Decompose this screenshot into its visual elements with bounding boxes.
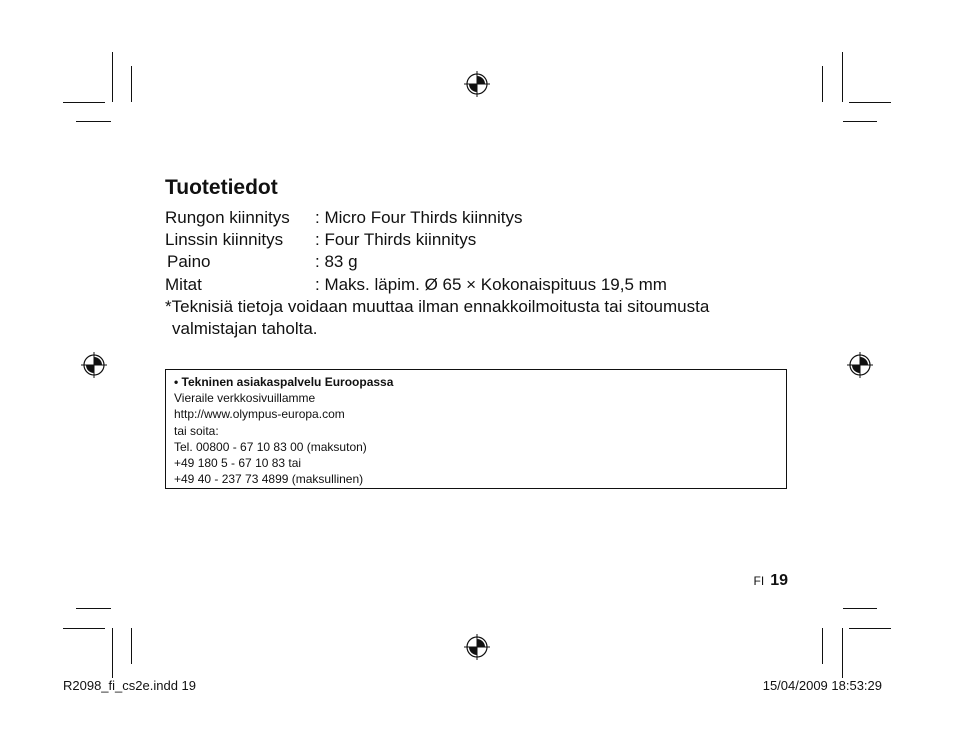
disclaimer-note <box>165 296 775 340</box>
crop-mark <box>131 628 132 664</box>
registration-mark-icon <box>81 352 107 378</box>
support-line: Tel. 00800 - 67 10 83 00 (maksuton) <box>174 439 367 454</box>
support-box <box>165 369 787 489</box>
support-heading: • Tekninen asiakaspalvelu Euroopassa <box>174 375 394 389</box>
page-number-value: 19 <box>770 572 788 589</box>
support-line: +49 40 - 237 73 4899 (maksullinen) <box>174 472 364 487</box>
crop-mark <box>63 102 105 103</box>
crop-mark <box>131 66 132 102</box>
spec-label: Paino <box>167 252 211 271</box>
spec-row <box>165 251 358 273</box>
crop-mark <box>112 628 113 678</box>
crop-mark <box>849 628 891 629</box>
support-line: tai soita: <box>174 423 219 438</box>
page-number <box>754 572 788 590</box>
spec-value: : Maks. läpim. Ø 65 × Kokonaispituus 19,5 mm <box>315 275 667 294</box>
spec-value: : Micro Four Thirds kiinnitys <box>315 208 523 227</box>
crop-mark <box>63 628 105 629</box>
support-link[interactable]: http://www.olympus-europa.com <box>174 407 345 422</box>
crop-mark <box>843 121 877 122</box>
support-line: +49 180 5 - 67 10 83 tai <box>174 456 302 471</box>
spec-row <box>165 274 667 296</box>
note-line: valmistajan taholta. <box>172 319 318 338</box>
crop-mark <box>843 608 877 609</box>
crop-mark <box>842 628 843 678</box>
crop-mark <box>849 102 891 103</box>
registration-mark-icon <box>464 634 490 660</box>
crop-mark <box>822 628 823 664</box>
support-line: Vieraile verkkosivuillamme <box>174 391 316 406</box>
crop-mark <box>76 121 111 122</box>
spec-value: : 83 g <box>315 252 358 271</box>
spec-label: Rungon kiinnitys <box>165 208 290 227</box>
note-line: *Teknisiä tietoja voidaan muuttaa ilman ennakkoilmoitusta tai sitoumusta <box>165 297 710 316</box>
language-code: FI <box>753 574 765 588</box>
crop-mark <box>842 52 843 102</box>
crop-mark <box>822 66 823 102</box>
slug-timestamp: 15/04/2009 18:53:29 <box>762 678 882 693</box>
registration-mark-icon <box>464 71 490 97</box>
spec-label: Mitat <box>165 275 202 294</box>
slug-filename: R2098_fi_cs2e.indd 19 <box>63 678 196 693</box>
spec-label: Linssin kiinnitys <box>165 230 284 249</box>
registration-mark-icon <box>847 352 873 378</box>
spec-row <box>165 207 523 229</box>
spec-row <box>165 229 476 251</box>
crop-mark <box>76 608 111 609</box>
crop-mark <box>112 52 113 102</box>
page-title: Tuotetiedot <box>165 176 278 199</box>
spec-value: : Four Thirds kiinnitys <box>315 230 477 249</box>
